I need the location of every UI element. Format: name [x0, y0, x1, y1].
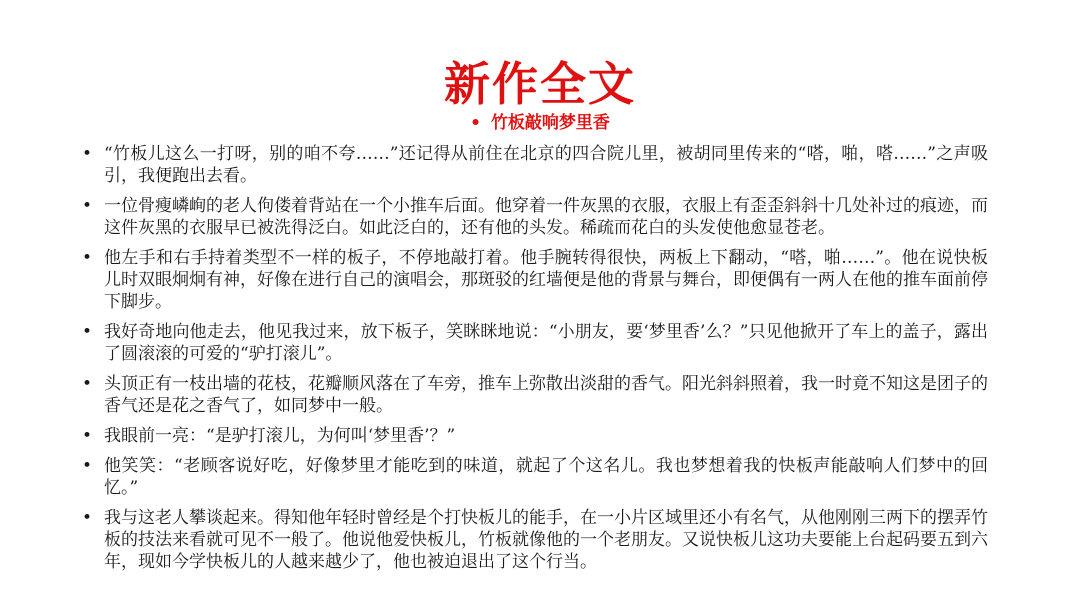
paragraph-text: “竹板儿这么一打呀，别的咱不夸……”还记得从前住在北京的四合院儿里，被胡同里传来的“嗒，啪，嗒……”之声吸引，我便跑出去看。 — [104, 144, 988, 186]
bullet-icon: • — [82, 144, 93, 164]
list-item — [82, 143, 988, 187]
list-item — [82, 373, 988, 417]
list-item — [82, 321, 988, 365]
paragraph-text: 我与这老人攀谈起来。得知他年轻时曾经是个打快板儿的能手，在一小片区域里还小有名气，从他刚刚三两下的摆弄竹板的技法来看就可见不一般了。他说他爱快板儿，竹板就像他的一个老朋友。又说快板儿这功夫要能上台起码要五到六年，现如今学快板儿的人越来越少了，他也被迫退出了这个行当。 — [104, 508, 988, 572]
paragraph-text: 我好奇地向他走去，他见我过来，放下板子，笑眯眯地说：“小朋友，要‘梦里香’么？”只见他掀开了车上的盖子，露出了圆滚滚的可爱的“驴打滚儿”。 — [104, 322, 988, 364]
bullet-icon: • — [82, 456, 93, 476]
bullet-icon: • — [82, 374, 93, 394]
paragraph-text: 他笑笑：“老顾客说好吃，好像梦里才能吃到的味道，就起了个这名儿。我也梦想着我的快板声能敲响人们梦中的回忆。” — [104, 456, 988, 498]
bullet-icon: • — [82, 426, 93, 446]
list-item — [82, 507, 988, 573]
paragraph-text: 头顶正有一枝出墙的花枝，花瓣顺风落在了车旁，推车上弥散出淡甜的香气。阳光斜斜照着，我一时竟不知这是团子的香气还是花之香气了，如同梦中一般。 — [104, 374, 988, 416]
list-item — [82, 195, 988, 239]
subtitle — [0, 112, 1080, 134]
paragraph-text: 我眼前一亮：“是驴打滚儿，为何叫‘梦里香’？” — [104, 426, 456, 446]
list-item — [82, 247, 988, 313]
page-title: 新作全文 — [444, 57, 636, 111]
bullet-icon: • — [82, 508, 93, 528]
paragraph-list — [82, 143, 988, 581]
bullet-icon: • — [82, 196, 93, 216]
subtitle-text: 竹板敲响梦里香 — [490, 113, 610, 133]
list-item — [82, 425, 988, 447]
bullet-icon: • — [82, 322, 93, 342]
paragraph-text: 一位骨瘦嶙峋的老人佝偻着背站在一个小推车后面。他穿着一件灰黑的衣服，衣服上有歪歪斜斜十几处补过的痕迹，而这件灰黑的衣服早已被洗得泛白。如此泛白的，还有他的头发。稀疏而花白的头发使他愈显苍老。 — [104, 196, 988, 238]
paragraph-text: 他左手和右手持着类型不一样的板子，不停地敲打着。他手腕转得很快，两板上下翻动，“嗒，啪……”。他在说快板儿时双眼炯炯有神，好像在进行自己的演唱会，那斑驳的红墙便是他的背景与舞台，即便偶有一两人在他的推车面前停下脚步。 — [104, 248, 988, 312]
bullet-icon: • — [82, 248, 93, 268]
list-item — [82, 455, 988, 499]
bullet-icon: • — [470, 113, 481, 133]
